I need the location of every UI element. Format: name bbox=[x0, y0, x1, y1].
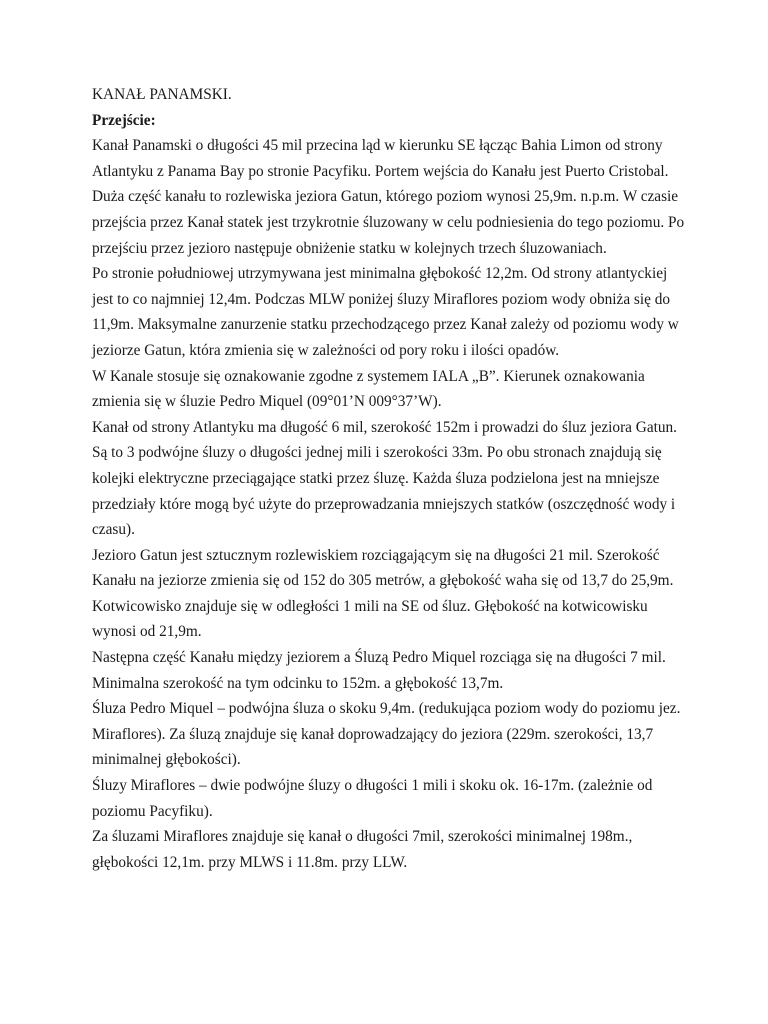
paragraph-atlantic-section: Kanał od strony Atlantyku ma długość 6 mil, szerokość 152m i prowadzi do śluz jeziora Gatun. Są to 3 podwójne śluzy o długości jednej mili i szerokości 33m. Po obu stronach znajdują się kolejki elektryczne przeciągające statki przez śluzę. Każda śluza podzielona jest na mniejsze przedziały które mogą być użyte do przeprowadzania mniejszych statków (oszczędność wody i czasu). bbox=[92, 418, 677, 539]
document-title: KANAŁ PANAMSKI. bbox=[92, 86, 232, 103]
paragraph-gatun-lake: Jezioro Gatun jest sztucznym rozlewiskiem rozciągającym się na długości 21 mil. Szerokość Kanału na jeziorze zmienia się od 152 do 305 metrów, a głębokość waha się od 13,7 do 25,9m. Kotwicowisko znajduje się w odległości 1 mili na SE od śluz. Głębokość na kotwicowisku wynosi od 21,9m. bbox=[92, 546, 674, 641]
paragraph-pacific-section: Za śluzami Miraflores znajduje się kanał o długości 7mil, szerokości minimalnej 198m., głębokości 12,1m. przy MLWS i 11.8m. przy LLW. bbox=[92, 828, 633, 871]
document-subtitle: Przejście: bbox=[92, 111, 156, 129]
document-page bbox=[92, 82, 692, 875]
paragraph-pedro-miquel-section: Następna część Kanału między jeziorem a Śluzą Pedro Miquel rozciąga się na długości 7 mil. Minimalna szerokość na tym odcinku to 152m. a głębokość 13,7m. bbox=[92, 649, 666, 692]
paragraph-intro: Kanał Panamski o długości 45 mil przecina ląd w kierunku SE łącząc Bahia Limon od strony Atlantyku z Panama Bay po stronie Pacyfiku. Portem wejścia do Kanału jest Puerto Cristobal. Duża część kanału to rozlewiska jeziora Gatun, którego poziom wynosi 25,9m. n.p.m. W czasie przejścia przez Kanał statek jest trzykrotnie śluzowany w celu podniesienia do tego poziomu. Po przejściu przez jezioro następuje obniżenie statku w kolejnych trzech śluzowaniach. bbox=[92, 137, 685, 257]
paragraph-miraflores-locks: Śluzy Miraflores – dwie podwójne śluzy o długości 1 mili i skoku ok. 16-17m. (zależnie od poziomu Pacyfiku). bbox=[92, 777, 653, 820]
paragraph-depth: Po stronie południowej utrzymywana jest minimalna głębokość 12,2m. Od strony atlantyckiej jest to co najmniej 12,4m. Podczas MLW poniżej śluzy Miraflores poziom wody obniża się do 11,9m. Maksymalne zanurzenie statku przechodzącego przez Kanał zależy od poziomu wody w jeziorze Gatun, która zmienia się w zależności od pory roku i ilości opadów. bbox=[92, 265, 679, 359]
paragraph-buoyage: W Kanale stosuje się oznakowanie zgodne z systemem IALA „B”. Kierunek oznakowania zmienia się w śluzie Pedro Miquel (09°01’N 009°37’W). bbox=[92, 367, 645, 411]
paragraph-pedro-miquel-lock: Śluza Pedro Miquel – podwójna śluza o skoku 9,4m. (redukująca poziom wody do poziomu jez. Miraflores). Za śluzą znajduje się kanał doprowadzający do jeziora (229m. szerokości, 13,7 minimalnej głębokości). bbox=[92, 700, 681, 769]
